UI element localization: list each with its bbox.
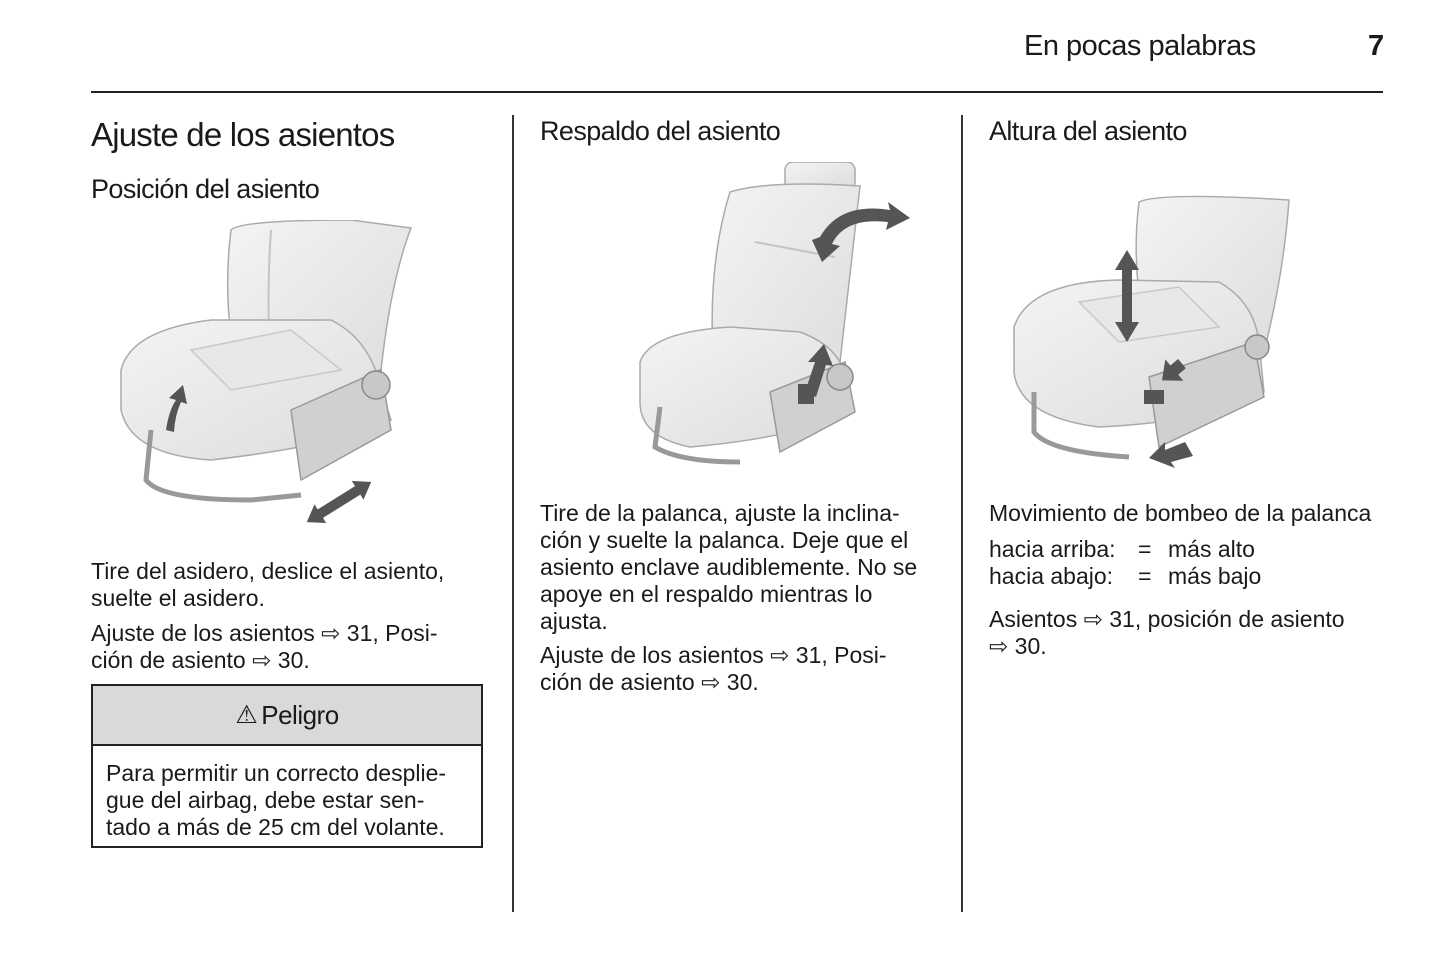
adjustment-table: [989, 536, 1261, 590]
cross-reference-text: Asientos ⇨ 31, posición de asiento ⇨ 30.: [989, 606, 1345, 659]
cross-reference-text: Ajuste de los asientos ⇨ 31, Posi- ción de asiento ⇨ 30.: [91, 620, 438, 673]
column-divider: [512, 115, 514, 912]
instruction-text: Tire del asidero, deslice el asiento, suelte el asidero.: [91, 558, 445, 611]
warning-text: Para permitir un correcto desplie- gue del airbag, debe estar sen- tado a más de 25 cm del volante.: [106, 760, 447, 840]
page-number: 7: [1368, 30, 1385, 62]
table-row: hacia arriba: = más alto: [989, 536, 1255, 562]
subsection-title: Posición del asiento: [91, 174, 320, 204]
seat-height-illustration: [989, 162, 1383, 478]
instruction-text: Tire de la palanca, ajuste la inclina- ción y suelte la palanca. Deje que el asiento enclave audiblemente. No se apoye en el respaldo mientras lo ajusta.: [540, 500, 918, 634]
running-header-title: En pocas palabras: [1024, 30, 1256, 62]
warning-triangle-icon: ⚠: [235, 701, 258, 729]
section-title: Altura del asiento: [989, 116, 1187, 146]
warning-box: [91, 684, 483, 848]
column-divider: [961, 115, 963, 912]
header-rule: [91, 91, 1383, 93]
seat-backrest-illustration: [540, 162, 934, 478]
warning-title: Peligro: [261, 699, 339, 730]
cross-reference-text: Ajuste de los asientos ⇨ 31, Posi- ción de asiento ⇨ 30.: [540, 642, 887, 695]
instruction-text: Movimiento de bombeo de la palanca: [989, 500, 1372, 526]
section-title: Respaldo del asiento: [540, 116, 781, 146]
section-title: Ajuste de los asientos: [91, 116, 395, 153]
seat-slide-illustration: [91, 220, 485, 536]
warning-header: [93, 686, 481, 746]
table-row: hacia abajo: = más bajo: [989, 563, 1262, 589]
